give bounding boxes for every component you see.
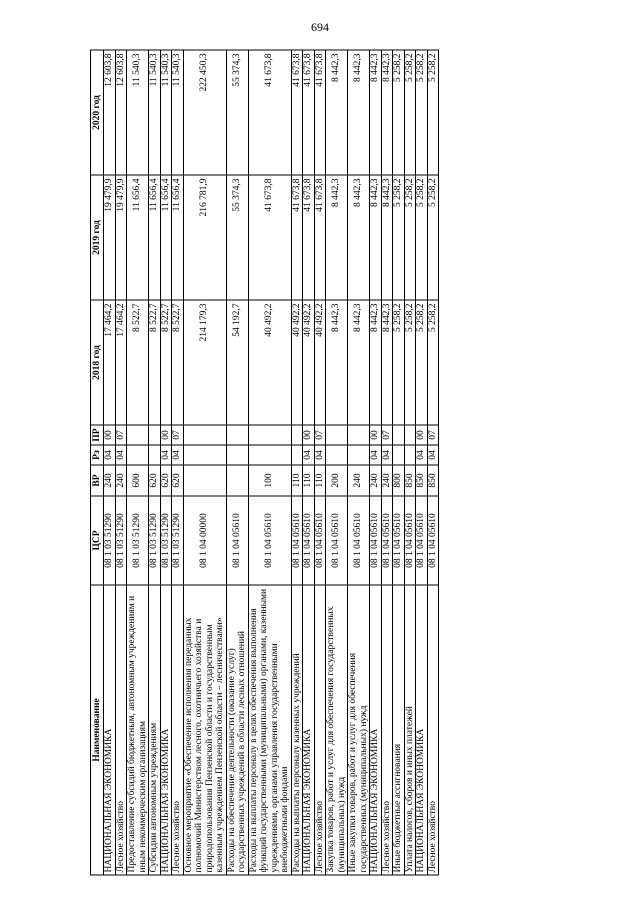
cell-2019: 41 673,8	[291, 175, 303, 300]
cell-name: Лесное хозяйство	[314, 585, 326, 875]
cell-rz: 04	[172, 445, 184, 465]
cell-2019: 5 258,2	[393, 175, 405, 300]
cell-csr: 08 1 04 05610	[226, 496, 248, 585]
table-row	[172, 50, 184, 875]
cell-vr: 110	[303, 465, 315, 496]
cell-pr: 07	[314, 425, 326, 445]
cell-vr: 240	[104, 465, 116, 496]
table-row	[160, 50, 172, 875]
cell-csr: 08 1 04 05610	[427, 496, 439, 585]
cell-rz: 04	[104, 445, 116, 465]
cell-pr: 00	[160, 425, 172, 445]
cell-2019: 11 656,4	[160, 175, 172, 300]
cell-2020: 41 673,8	[291, 50, 303, 175]
cell-2019: 55 374,3	[226, 175, 248, 300]
cell-pr	[326, 425, 348, 445]
cell-2020: 41 673,8	[314, 50, 326, 175]
cell-2020: 41 673,8	[303, 50, 315, 175]
header-2020: 2020 год	[91, 50, 104, 175]
cell-name: Лесное хозяйство	[172, 585, 184, 875]
cell-2020: 8 442,3	[370, 50, 382, 175]
cell-2019: 41 673,8	[248, 175, 291, 300]
header-vr: ВР	[91, 465, 104, 496]
cell-name: Иные закупки товаров, работ и услуг для обеспечения государственных (муниципальных) нужд	[348, 585, 370, 875]
cell-csr: 08 1 04 00000	[183, 496, 226, 585]
cell-csr: 08 1 03 51290	[160, 496, 172, 585]
cell-csr: 08 1 04 05610	[381, 496, 393, 585]
table-row	[303, 50, 315, 875]
cell-pr: 00	[370, 425, 382, 445]
cell-2020: 222 450,3	[183, 50, 226, 175]
cell-vr: 800	[393, 465, 405, 496]
cell-pr	[393, 425, 405, 445]
table-row	[416, 50, 428, 875]
cell-rz	[183, 445, 226, 465]
cell-2018: 40 492,2	[314, 300, 326, 425]
cell-csr: 08 1 04 05610	[348, 496, 370, 585]
cell-rz: 04	[303, 445, 315, 465]
table-row	[348, 50, 370, 875]
header-pr: ПР	[91, 425, 104, 445]
cell-pr: 00	[416, 425, 428, 445]
cell-name: Расходы на выплаты персоналу в целях обеспечения выполнения функций государственными (муниципальными) органами, казенными учреждениями, органами управления государственными внебюджетными фондами	[248, 585, 291, 875]
cell-2020: 5 258,2	[404, 50, 416, 175]
cell-name: Лесное хозяйство	[381, 585, 393, 875]
cell-pr: 00	[303, 425, 315, 445]
cell-name: НАЦИОНАЛЬНАЯ ЭКОНОМИКА	[370, 585, 382, 875]
cell-name: Предоставление субсидий бюджетным, автономным учреждениям и иным некоммерческим организациям	[127, 585, 149, 875]
cell-2019: 19 479,9	[115, 175, 127, 300]
cell-rz	[404, 445, 416, 465]
cell-2020: 55 374,3	[226, 50, 248, 175]
cell-csr: 08 1 04 05610	[404, 496, 416, 585]
cell-pr: 07	[427, 425, 439, 445]
cell-csr: 08 1 04 05610	[314, 496, 326, 585]
cell-rz: 04	[115, 445, 127, 465]
cell-vr: 620	[149, 465, 161, 496]
cell-name: Основное мероприятие «Обеспечение исполнения переданных полномочий Министерством лесного, охотничьего хозяйства и природопользования Пензенской области и государственным казенным учреждением Пензенской области – лесничествами»	[183, 585, 226, 875]
cell-pr	[404, 425, 416, 445]
cell-2018: 8 522,7	[160, 300, 172, 425]
cell-pr	[183, 425, 226, 445]
cell-pr: 00	[104, 425, 116, 445]
cell-csr: 08 1 03 51290	[172, 496, 184, 585]
cell-2020: 8 442,3	[381, 50, 393, 175]
budget-table	[90, 50, 439, 876]
cell-csr: 08 1 04 05610	[326, 496, 348, 585]
cell-name: Субсидии автономным учреждениям	[149, 585, 161, 875]
cell-2018: 40 492,2	[248, 300, 291, 425]
cell-vr: 110	[291, 465, 303, 496]
cell-name: НАЦИОНАЛЬНАЯ ЭКОНОМИКА	[104, 585, 116, 875]
table-row	[149, 50, 161, 875]
header-rz: Рз	[91, 445, 104, 465]
cell-2020: 41 673,8	[248, 50, 291, 175]
cell-2019: 41 673,8	[303, 175, 315, 300]
page-number: 694	[311, 20, 329, 34]
cell-2019: 8 442,3	[326, 175, 348, 300]
cell-pr: 07	[115, 425, 127, 445]
table-row	[183, 50, 226, 875]
table-row	[127, 50, 149, 875]
cell-vr: 240	[348, 465, 370, 496]
cell-rz: 04	[427, 445, 439, 465]
cell-name: Лесное хозяйство	[427, 585, 439, 875]
cell-csr: 08 1 03 51290	[127, 496, 149, 585]
cell-rz: 04	[160, 445, 172, 465]
cell-vr: 240	[370, 465, 382, 496]
cell-vr	[183, 465, 226, 496]
cell-rz	[326, 445, 348, 465]
table-row	[393, 50, 405, 875]
cell-rz	[248, 445, 291, 465]
cell-2020: 12 603,8	[115, 50, 127, 175]
cell-2020: 11 540,3	[172, 50, 184, 175]
cell-2018: 5 258,2	[416, 300, 428, 425]
table-row	[314, 50, 326, 875]
cell-2020: 5 258,2	[393, 50, 405, 175]
cell-name: Закупка товаров, работ и услуг для обеспечения государственных (муниципальных) нужд	[326, 585, 348, 875]
cell-rz: 04	[370, 445, 382, 465]
cell-2020: 11 540,3	[149, 50, 161, 175]
cell-pr: 07	[172, 425, 184, 445]
cell-vr: 850	[427, 465, 439, 496]
rotated-budget-table-wrapper	[90, 51, 560, 876]
cell-csr: 08 1 03 51290	[104, 496, 116, 585]
cell-2020: 5 258,2	[427, 50, 439, 175]
cell-csr: 08 1 04 05610	[370, 496, 382, 585]
table-row	[248, 50, 291, 875]
table-row	[427, 50, 439, 875]
table-row	[370, 50, 382, 875]
cell-vr	[226, 465, 248, 496]
cell-2018: 8 442,3	[326, 300, 348, 425]
table-body	[104, 50, 439, 875]
cell-csr: 08 1 04 05610	[393, 496, 405, 585]
cell-2019: 11 656,4	[127, 175, 149, 300]
table-header-row	[91, 50, 104, 875]
cell-2020: 11 540,3	[160, 50, 172, 175]
cell-2018: 8 442,3	[370, 300, 382, 425]
cell-2019: 5 258,2	[416, 175, 428, 300]
cell-2018: 8 522,7	[149, 300, 161, 425]
cell-2019: 8 442,3	[348, 175, 370, 300]
cell-2019: 5 258,2	[427, 175, 439, 300]
cell-2018: 8 442,3	[348, 300, 370, 425]
cell-rz	[226, 445, 248, 465]
header-2019: 2019 год	[91, 175, 104, 300]
cell-2020: 5 258,2	[416, 50, 428, 175]
table-row	[115, 50, 127, 875]
cell-2018: 40 492,2	[291, 300, 303, 425]
cell-2020: 12 603,8	[104, 50, 116, 175]
cell-2019: 41 673,8	[314, 175, 326, 300]
cell-csr: 08 1 03 51290	[149, 496, 161, 585]
table-row	[226, 50, 248, 875]
cell-vr: 620	[160, 465, 172, 496]
header-csr: ЦСР	[91, 496, 104, 585]
cell-name: НАЦИОНАЛЬНАЯ ЭКОНОМИКА	[303, 585, 315, 875]
cell-2019: 11 656,4	[172, 175, 184, 300]
cell-2019: 216 781,9	[183, 175, 226, 300]
cell-vr: 240	[381, 465, 393, 496]
cell-pr	[127, 425, 149, 445]
table-row	[404, 50, 416, 875]
cell-pr: 07	[381, 425, 393, 445]
cell-name: НАЦИОНАЛЬНАЯ ЭКОНОМИКА	[160, 585, 172, 875]
cell-2019: 8 442,3	[370, 175, 382, 300]
cell-2018: 17 464,2	[115, 300, 127, 425]
table-row	[291, 50, 303, 875]
cell-vr: 110	[314, 465, 326, 496]
cell-2020: 8 442,3	[326, 50, 348, 175]
cell-pr	[248, 425, 291, 445]
cell-csr: 08 1 04 05610	[291, 496, 303, 585]
cell-name: Расходы на обеспечение деятельности (оказание услуг) государственных учреждений в области лесных отношений	[226, 585, 248, 875]
cell-rz: 04	[381, 445, 393, 465]
cell-csr: 08 1 04 05610	[303, 496, 315, 585]
cell-2018: 8 522,7	[127, 300, 149, 425]
cell-pr	[149, 425, 161, 445]
cell-2018: 40 492,2	[303, 300, 315, 425]
table-row	[104, 50, 116, 875]
cell-csr: 08 1 04 05610	[248, 496, 291, 585]
cell-vr: 850	[404, 465, 416, 496]
cell-2019: 19 479,9	[104, 175, 116, 300]
cell-2018: 5 258,2	[427, 300, 439, 425]
cell-name: Уплата налогов, сборов и иных платежей	[404, 585, 416, 875]
cell-rz	[149, 445, 161, 465]
cell-2019: 5 258,2	[404, 175, 416, 300]
cell-2018: 54 192,7	[226, 300, 248, 425]
cell-2018: 17 464,2	[104, 300, 116, 425]
table-row	[326, 50, 348, 875]
cell-rz	[291, 445, 303, 465]
cell-2020: 11 540,3	[127, 50, 149, 175]
cell-2019: 8 442,3	[381, 175, 393, 300]
cell-name: Расходы на выплаты персоналу казенных учреждений	[291, 585, 303, 875]
cell-name: Иные бюджетные ассигнования	[393, 585, 405, 875]
cell-name: НАЦИОНАЛЬНАЯ ЭКОНОМИКА	[416, 585, 428, 875]
cell-rz	[348, 445, 370, 465]
cell-vr: 200	[326, 465, 348, 496]
cell-vr: 620	[172, 465, 184, 496]
table-row	[381, 50, 393, 875]
cell-rz	[127, 445, 149, 465]
cell-2018: 214 179,3	[183, 300, 226, 425]
cell-pr	[291, 425, 303, 445]
cell-name: Лесное хозяйство	[115, 585, 127, 875]
cell-2018: 8 522,7	[172, 300, 184, 425]
cell-rz: 04	[416, 445, 428, 465]
cell-2018: 5 258,2	[404, 300, 416, 425]
cell-pr	[226, 425, 248, 445]
cell-vr: 850	[416, 465, 428, 496]
cell-csr: 08 1 04 05610	[416, 496, 428, 585]
cell-vr: 240	[115, 465, 127, 496]
cell-csr: 08 1 03 51290	[115, 496, 127, 585]
cell-2018: 8 442,3	[381, 300, 393, 425]
cell-vr: 100	[248, 465, 291, 496]
cell-rz: 04	[314, 445, 326, 465]
cell-2020: 8 442,3	[348, 50, 370, 175]
cell-rz	[393, 445, 405, 465]
cell-2018: 5 258,2	[393, 300, 405, 425]
cell-vr: 600	[127, 465, 149, 496]
cell-pr	[348, 425, 370, 445]
header-name: Наименование	[91, 585, 104, 875]
header-2018: 2018 год	[91, 300, 104, 425]
cell-2019: 11 656,4	[149, 175, 161, 300]
